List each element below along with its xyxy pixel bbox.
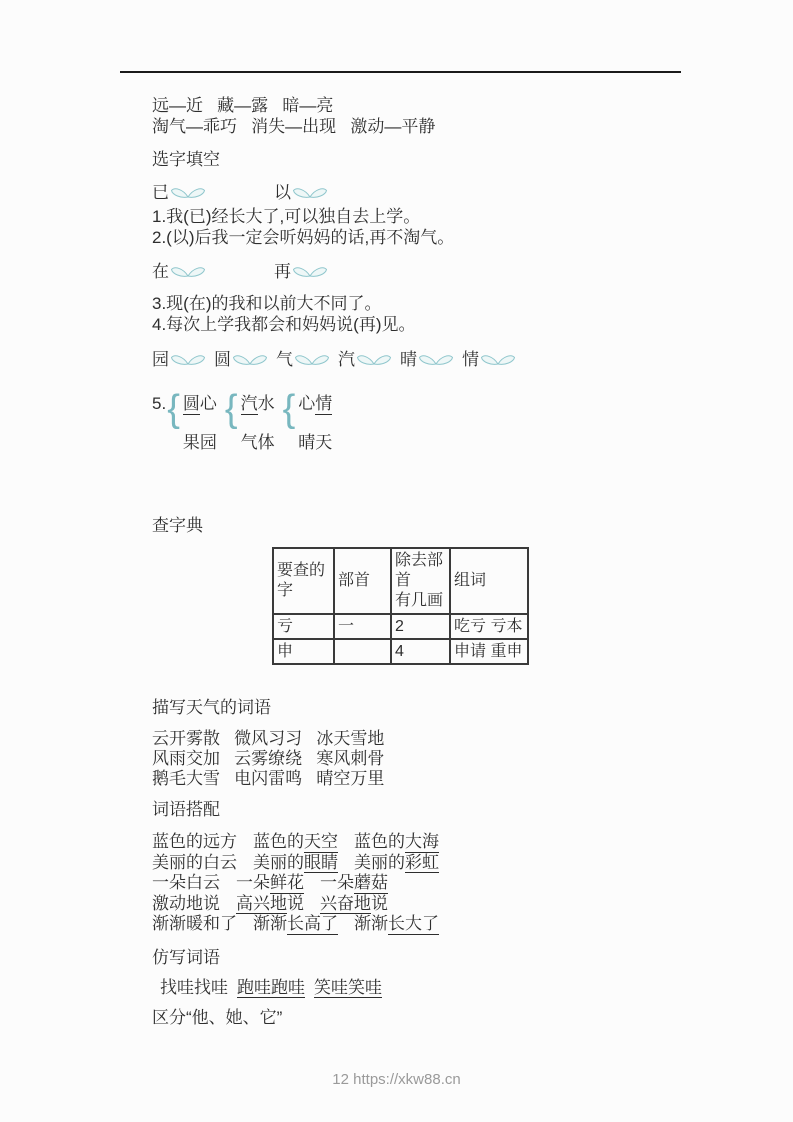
weather-line: 鹅毛大雪 电闪雷鸣 晴空万里 bbox=[152, 769, 385, 788]
phrase bbox=[152, 873, 220, 892]
phrase-text: 一朵白云 bbox=[152, 873, 220, 892]
answer-word bbox=[241, 393, 275, 414]
leaf-blank-icon bbox=[356, 353, 392, 366]
header-cell-radical: 部首 bbox=[334, 548, 391, 614]
choice-pair-row bbox=[152, 261, 697, 282]
sentences-3-4 bbox=[152, 293, 697, 335]
choice-pair bbox=[462, 350, 516, 369]
leaf-blank-icon bbox=[294, 353, 330, 366]
choice-pair bbox=[152, 182, 206, 203]
collocation-row bbox=[152, 873, 697, 894]
table-row bbox=[273, 614, 528, 639]
section-title-dictionary: 查字典 bbox=[152, 516, 203, 535]
brace-glyph: { bbox=[167, 388, 180, 430]
item-number: 5. bbox=[152, 394, 167, 413]
brace-glyph: { bbox=[282, 388, 296, 430]
phrase-text: 蓝色的远方 bbox=[152, 832, 237, 851]
item5-row bbox=[152, 387, 697, 453]
phrase bbox=[152, 894, 220, 913]
antonyms-block bbox=[152, 95, 697, 137]
cell-radical bbox=[334, 639, 391, 664]
page-content bbox=[152, 95, 697, 1028]
weather-line: 风雨交加 云雾缭绕 寒风刺骨 bbox=[152, 749, 385, 768]
word-part: 水 bbox=[257, 394, 275, 413]
header-cell-strokes bbox=[391, 548, 450, 614]
phrase-text: 说 bbox=[287, 893, 304, 913]
phrase-underlined: 蘑菇 bbox=[354, 873, 388, 892]
word-part-underlined: 汽 bbox=[240, 394, 258, 413]
phrase bbox=[236, 873, 304, 892]
choice-char: 气 bbox=[276, 350, 293, 369]
sentence: 4.每次上学我都会和妈妈说(再)见。 bbox=[152, 315, 416, 334]
collocation-row bbox=[152, 894, 697, 915]
phrase-underlined: 大海 bbox=[405, 832, 439, 851]
choice-char: 园 bbox=[152, 350, 169, 369]
leaf-blank-icon bbox=[170, 186, 206, 199]
phrase-text: 渐渐 bbox=[253, 914, 287, 933]
cell-strokes: 4 bbox=[391, 639, 450, 664]
choice-pair bbox=[276, 350, 330, 369]
choice-char: 在 bbox=[152, 262, 169, 281]
phrase-text: 说 bbox=[371, 893, 388, 913]
header-cell-char: 要查的字 bbox=[273, 548, 334, 614]
phrase bbox=[152, 853, 237, 872]
phrase bbox=[237, 978, 305, 997]
leaf-blank-icon bbox=[292, 186, 328, 199]
brace-glyph: { bbox=[224, 388, 238, 430]
phrase-underlined: 眼睛 bbox=[304, 852, 338, 872]
phrase bbox=[236, 894, 304, 913]
collocation-row bbox=[152, 914, 697, 935]
table-header-row bbox=[273, 548, 528, 614]
phrase bbox=[354, 853, 439, 872]
choice-char: 晴 bbox=[400, 350, 417, 369]
leaf-blank-icon bbox=[170, 265, 206, 278]
antonym-line: 淘气—乖巧 消失—出现 激动—平静 bbox=[152, 117, 436, 136]
phrase-text: 激动地说 bbox=[152, 893, 220, 913]
word-part-underlined: 圆 bbox=[182, 394, 200, 413]
phrase bbox=[354, 832, 439, 851]
dictionary-table bbox=[272, 547, 529, 665]
leaf-blank-icon bbox=[232, 353, 268, 366]
weather-line: 云开雾散 微风习习 冰天雪地 bbox=[152, 729, 385, 748]
page-footer: 12 https://xkw88.cn bbox=[332, 1071, 461, 1088]
phrase-underlined: 兴奋地 bbox=[320, 893, 371, 913]
choice-group bbox=[167, 387, 217, 453]
phrase bbox=[320, 894, 388, 913]
phrase-underlined: 鲜花 bbox=[270, 873, 304, 892]
phrase-underlined: 彩虹 bbox=[405, 852, 439, 872]
answer-word bbox=[298, 393, 332, 414]
choice-char: 再 bbox=[274, 262, 291, 281]
divider-line bbox=[120, 71, 681, 73]
section-title-choose-fill: 选字填空 bbox=[152, 150, 220, 169]
phrase-text: 美丽的白云 bbox=[152, 852, 237, 872]
cell-strokes: 2 bbox=[391, 614, 450, 639]
cell-radical: 一 bbox=[334, 614, 391, 639]
phrase bbox=[152, 832, 237, 851]
choice-pair bbox=[214, 350, 268, 369]
choice-pair bbox=[274, 182, 328, 203]
choice-pair-row bbox=[152, 182, 697, 203]
choice-pair bbox=[152, 350, 206, 369]
phrase bbox=[152, 914, 237, 933]
word-part: 心 bbox=[298, 394, 316, 413]
sentence: 1.我(已)经长大了,可以独自去上学。 bbox=[152, 207, 421, 226]
word-part: 心 bbox=[199, 394, 217, 413]
answer-word bbox=[183, 393, 217, 414]
leaf-blank-icon bbox=[480, 353, 516, 366]
antonym-line: 远—近 藏—露 暗—亮 bbox=[152, 96, 334, 115]
choice-pair bbox=[338, 350, 392, 369]
leaf-blank-icon bbox=[170, 353, 206, 366]
phrase bbox=[253, 853, 338, 872]
choice-group bbox=[283, 387, 333, 453]
cell-char: 亏 bbox=[273, 614, 334, 639]
phrase-text: 美丽的 bbox=[354, 852, 405, 872]
phrase-text: 找哇找哇 bbox=[160, 977, 228, 997]
phrase-text: 渐渐暖和了 bbox=[152, 914, 237, 933]
phrase-text: 渐渐 bbox=[354, 914, 388, 933]
phrase-text: 一朵 bbox=[320, 873, 354, 892]
phrase-underlined: 天空 bbox=[304, 832, 338, 851]
weather-words-block bbox=[152, 729, 697, 789]
choice-group bbox=[225, 387, 275, 453]
section-title-mimic: 仿写词语 bbox=[152, 947, 220, 967]
choice-pair bbox=[400, 350, 454, 369]
option-word: 晴天 bbox=[298, 433, 333, 452]
phrase-text: 一朵 bbox=[236, 873, 270, 892]
word-part-underlined: 情 bbox=[315, 394, 333, 413]
phrase bbox=[314, 978, 382, 997]
sentence: 2.(以)后我一定会听妈妈的话,再不淘气。 bbox=[152, 228, 455, 247]
choice-char: 汽 bbox=[338, 350, 355, 369]
phrase-underlined: 高兴地 bbox=[236, 893, 287, 913]
choice-char: 情 bbox=[462, 350, 479, 369]
phrase-underlined: 长大了 bbox=[388, 914, 439, 933]
phrase-text: 蓝色的 bbox=[253, 832, 304, 851]
phrase bbox=[354, 914, 439, 933]
cell-words: 吃亏 亏本 bbox=[450, 614, 528, 639]
phrase-text: 美丽的 bbox=[253, 852, 304, 872]
phrase bbox=[160, 978, 228, 997]
option-word: 气体 bbox=[240, 433, 275, 452]
phrase-underlined: 跑哇跑哇 bbox=[237, 977, 305, 997]
leaf-blank-icon bbox=[418, 353, 454, 366]
option-word: 果园 bbox=[182, 433, 217, 452]
choice-char: 已 bbox=[152, 183, 169, 202]
header-text: 除去部首 bbox=[395, 552, 444, 589]
sentence: 3.现(在)的我和以前大不同了。 bbox=[152, 294, 382, 313]
collocation-block bbox=[152, 832, 697, 935]
phrase-underlined: 长高了 bbox=[287, 914, 338, 933]
choice-char: 圆 bbox=[214, 350, 231, 369]
section-title-collocation: 词语搭配 bbox=[152, 800, 220, 819]
header-text: 有几画 bbox=[395, 592, 444, 609]
character-choice-row bbox=[152, 349, 697, 370]
collocation-row bbox=[152, 832, 697, 853]
leaf-blank-icon bbox=[292, 265, 328, 278]
table-row bbox=[273, 639, 528, 664]
header-cell-words: 组词 bbox=[450, 548, 528, 614]
choice-pair bbox=[274, 261, 328, 282]
phrase-text: 蓝色的 bbox=[354, 832, 405, 851]
phrase bbox=[320, 873, 388, 892]
section-title-weather: 描写天气的词语 bbox=[152, 698, 271, 717]
collocation-row bbox=[152, 853, 697, 874]
section-title-distinguish: 区分“他、她、它” bbox=[152, 1007, 283, 1027]
choice-char: 以 bbox=[274, 183, 291, 202]
cell-char: 申 bbox=[273, 639, 334, 664]
phrase bbox=[253, 832, 338, 851]
phrase bbox=[253, 914, 338, 933]
mimic-words-line bbox=[152, 977, 697, 998]
sentences-1-2 bbox=[152, 206, 697, 248]
phrase-underlined: 笑哇笑哇 bbox=[314, 977, 382, 997]
choice-pair bbox=[152, 261, 206, 282]
cell-words: 申请 重申 bbox=[450, 639, 528, 664]
